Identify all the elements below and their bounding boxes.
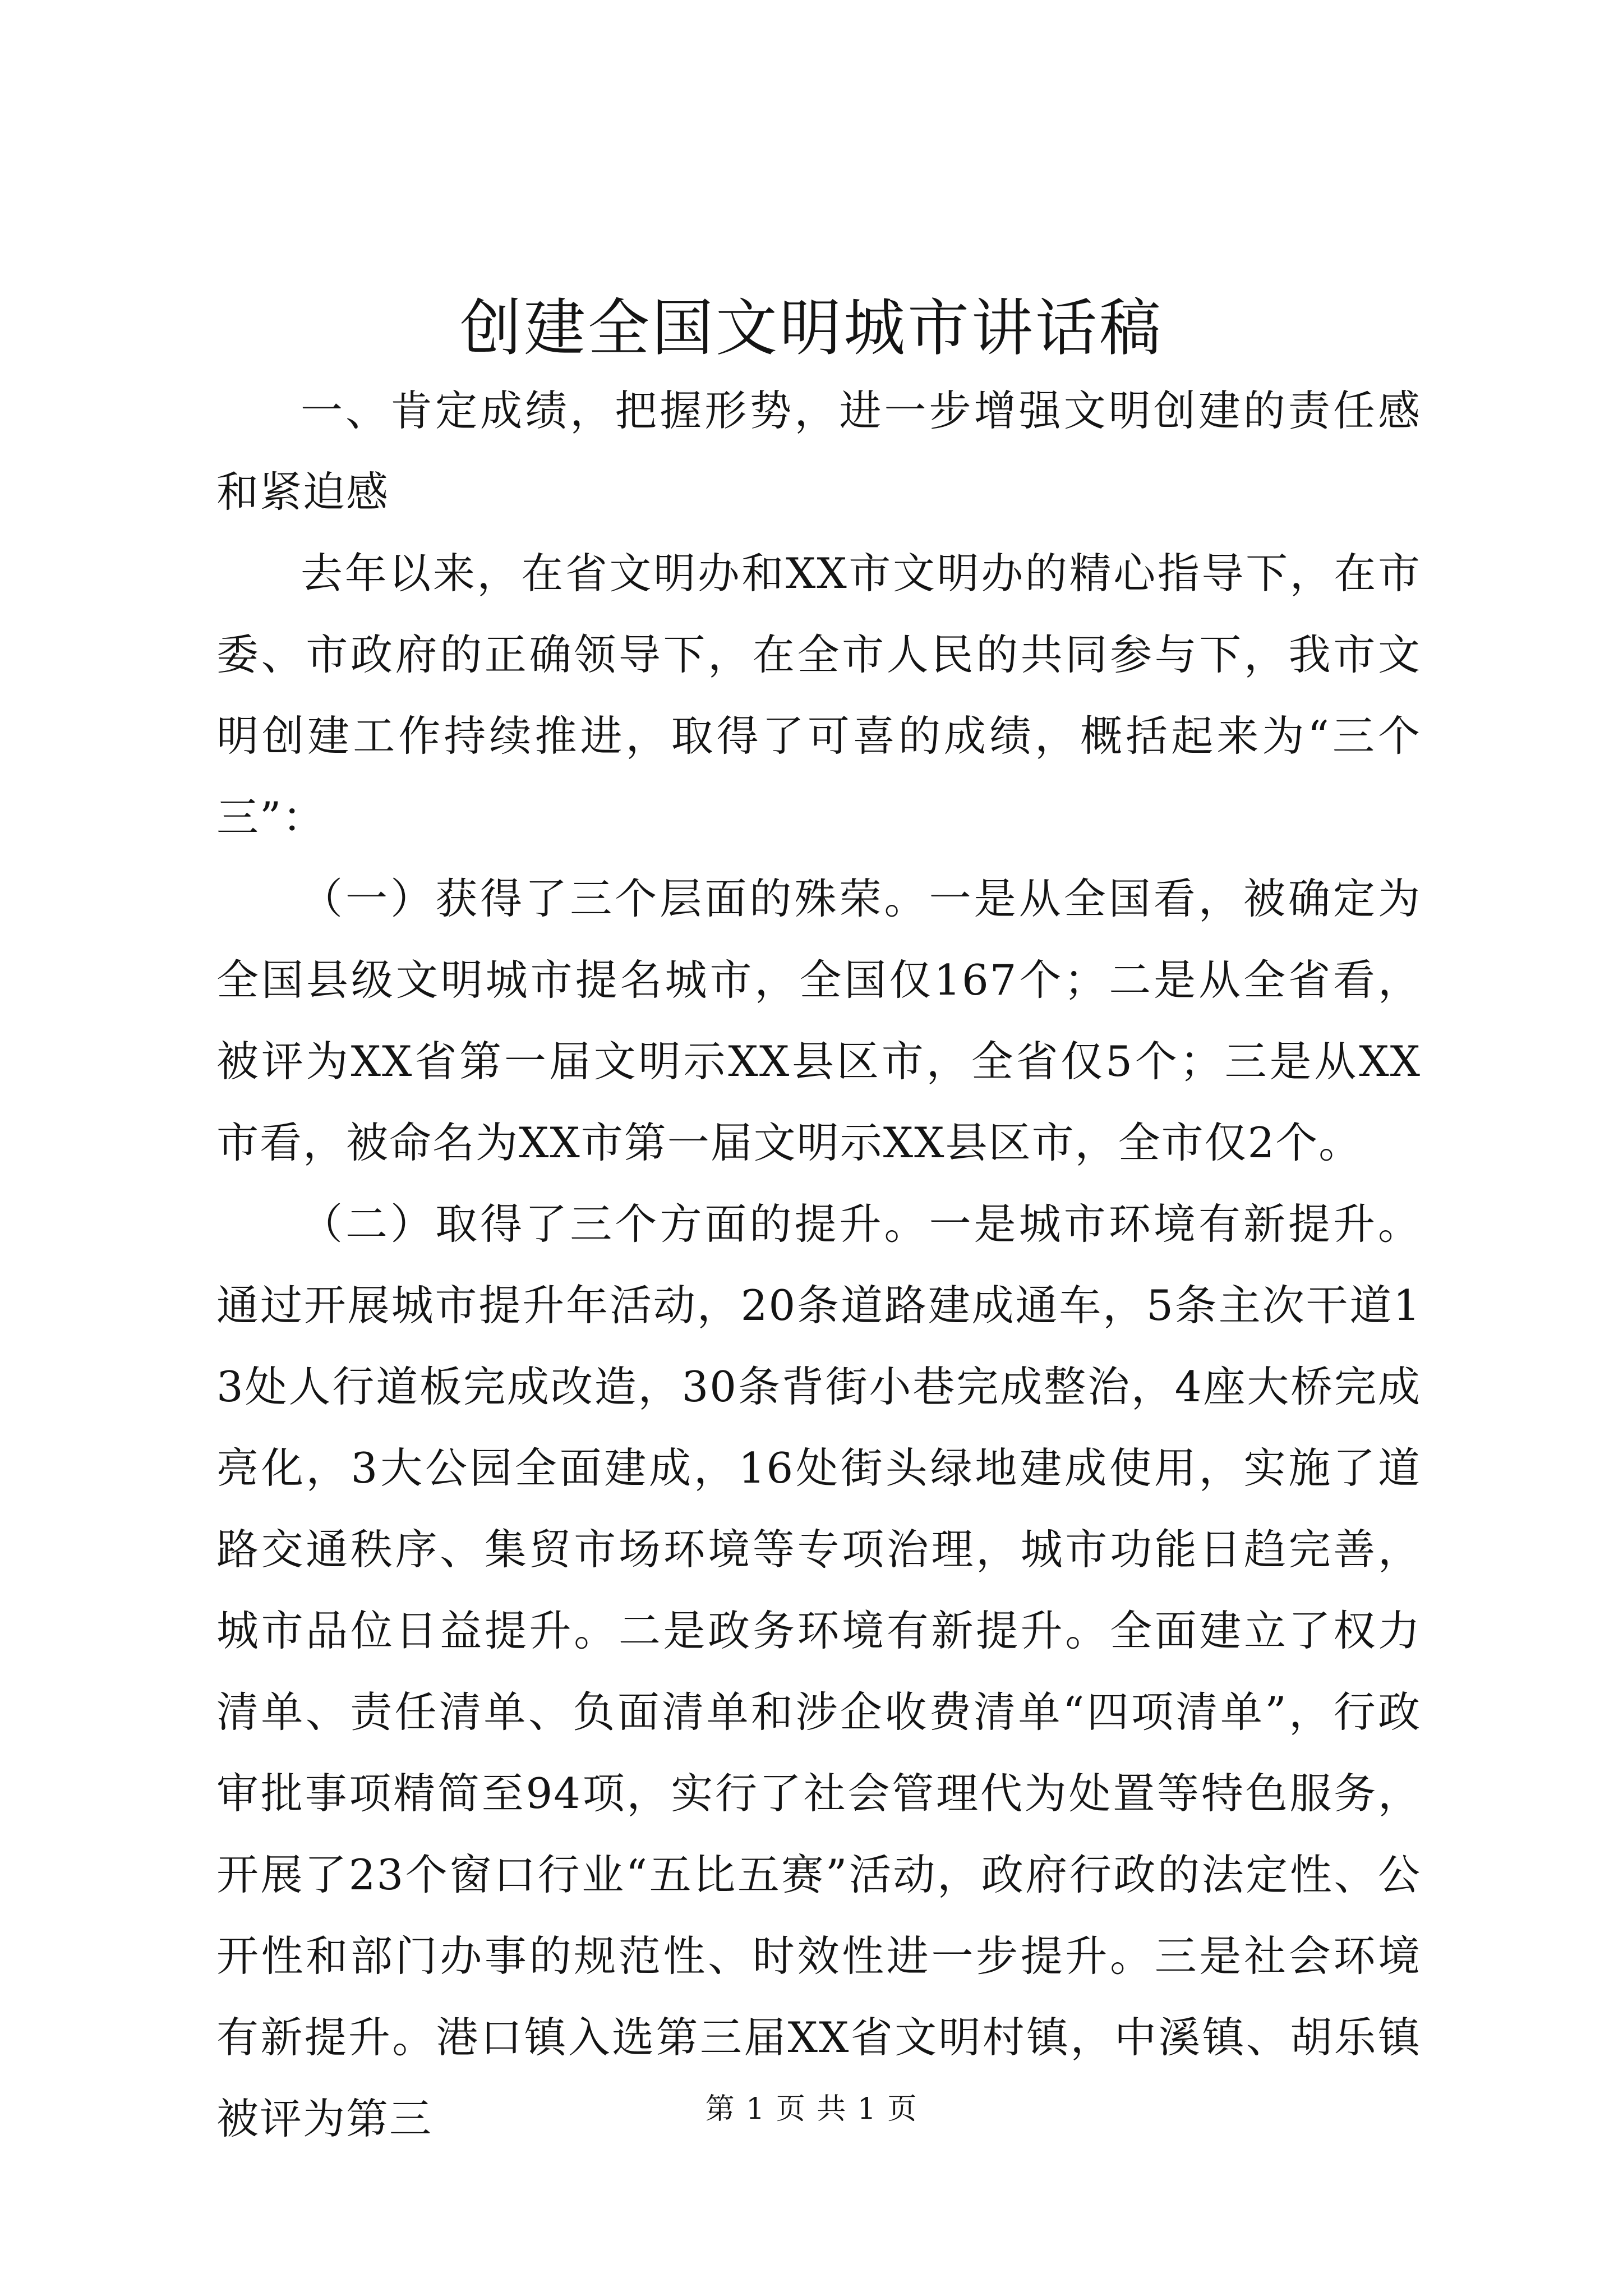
paragraph-improvements: （二）取得了三个方面的提升。一是城市环境有新提升。通过开展城市提升年活动，20条道路建成通车，5条主次干道13处人行道板完成改造，30条背街小巷完成整治，4座大桥完成亮化，3大公园全面建成，16处街头绿地建成使用，实施了道路交通秩序、集贸市场环境等专项治理，城市功能日趋完善，城市品位日益提升。二是政务环境有新提升。全面建立了权力清单、责任清单、负面清单和涉企收费清单“四项清单”，行政审批事项精简至94项，实行了社会管理代为处置等特色服务，开展了23个窗口行业“五比五赛”活动，政府行政的法定性、公开性和部门办事的规范性、时效性进一步提升。三是社会环境有新提升。港口镇入选第三届XX省文明村镇，中溪镇、胡乐镇被评为第三 bbox=[216, 1199, 1421, 2143]
page-number-footer: 第 1 页 共 1 页 bbox=[705, 2092, 918, 2126]
section-heading: 一、肯定成绩，把握形势，进一步增强文明创建的责任感和紧迫感 bbox=[216, 386, 1421, 517]
paragraph-honors: （一）获得了三个层面的殊荣。一是从全国看，被确定为全国县级文明城市提名城市，全国仅167个；二是从全省看，被评为XX省第一届文明示XX县区市，全省仅5个；三是从XX市看，被命名为XX市第一届文明示XX县区市，全市仅2个。 bbox=[216, 874, 1421, 1167]
paragraph-intro: 去年以来，在省文明办和XX市文明办的精心指导下，在市委、市政府的正确领导下，在全市人民的共同参与下，我市文明创建工作持续推进，取得了可喜的成绩，概括起来为“三个三”： bbox=[216, 549, 1421, 842]
document-body bbox=[216, 370, 1421, 2160]
document-title: 创建全国文明城市讲话稿 bbox=[460, 292, 1163, 364]
